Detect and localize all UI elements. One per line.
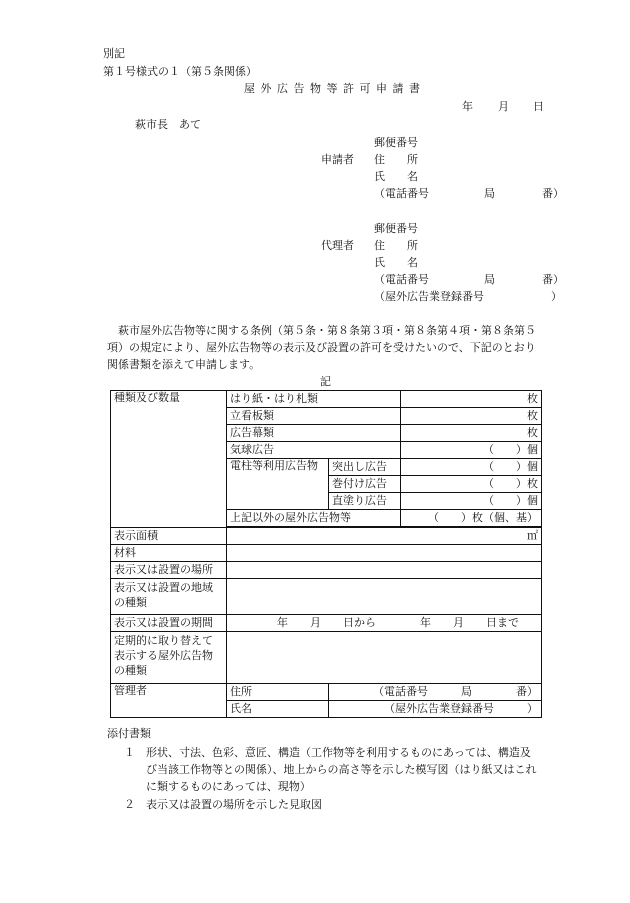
period-value: 年 月 日から 年 月 日まで — [227, 615, 542, 632]
jika-unit: 個 — [527, 494, 538, 507]
attachment-1-number: １ — [124, 746, 135, 759]
applicant-address-label: 住 所 — [374, 153, 418, 166]
agent-registration-open: （屋外広告業登録番号 — [374, 290, 484, 303]
jika-paren: （ ） — [483, 494, 527, 507]
row-maki-label: 巻付け広告 — [329, 476, 401, 493]
applicant-phone-ban: 番） — [542, 187, 564, 200]
kikyu-paren: （ ） — [483, 443, 527, 456]
row-tate-label: 立看板類 — [227, 408, 401, 425]
row-tsuki-label: 突出し広告 — [329, 459, 401, 476]
manager-name-label: 氏名 — [227, 701, 329, 718]
kikyu-unit: 個 — [527, 443, 538, 456]
periodic-value — [227, 632, 542, 684]
periodic-label: 定期的に取り替えて表示する屋外広告物の種類 — [111, 632, 227, 684]
maki-unit: 枚 — [527, 477, 538, 490]
attachment-2-number: ２ — [124, 798, 135, 811]
manager-address-label: 住所 — [227, 684, 329, 701]
ki-heading: 記 — [320, 375, 331, 388]
maki-paren: （ ） — [483, 477, 527, 490]
agent-phone-ban: 番） — [542, 273, 564, 286]
material-label: 材料 — [111, 545, 227, 562]
annex-label: 別記 — [103, 47, 125, 60]
applicant-phone-kyoku: 局 — [484, 187, 495, 200]
row-denchu-label: 電柱等利用広告物 — [227, 459, 329, 510]
place-label: 表示又は設置の場所 — [111, 562, 227, 579]
row-maku-label: 広告幕類 — [227, 425, 401, 442]
attachment-2-text: 表示又は設置の場所を示した見取図 — [146, 798, 322, 811]
area-label: 表示面積 — [111, 528, 227, 545]
tsuki-paren: （ ） — [483, 460, 527, 473]
row-other-label: 上記以外の屋外広告物等 — [227, 510, 401, 527]
area-unit: ㎡ — [227, 528, 542, 545]
date-year: 年 — [462, 100, 473, 113]
row-hari-label: はり紙・はり札類 — [227, 391, 401, 408]
manager-label: 管理者 — [111, 684, 227, 718]
agent-phone-open: （電話番号 — [374, 273, 429, 286]
applicant-postal-label: 郵便番号 — [374, 136, 418, 149]
other-unit: （ ）枚（個、基） — [401, 510, 542, 527]
agent-registration-close: ） — [551, 290, 562, 303]
attachment-1-text: 形状、寸法、色彩、意匠、構造（工作物等を利用するものにあっては、構造及び当該工作物等との関係）、地上からの高さ等を示した模写図（はり紙又はこれに類するものにあっては、現物） — [146, 746, 537, 793]
tate-unit: 枚 — [401, 408, 542, 425]
form-number: 第１号様式の１（第５条関係） — [103, 65, 257, 78]
period-label: 表示又は設置の期間 — [111, 615, 227, 632]
row-kikyu-label: 気球広告 — [227, 442, 401, 459]
agent-phone-kyoku: 局 — [484, 273, 495, 286]
agent-role-label: 代理者 — [321, 239, 354, 252]
manager-phone: （電話番号 局 番） — [329, 684, 542, 701]
tsuki-unit: 個 — [527, 460, 538, 473]
material-value — [227, 545, 542, 562]
maku-unit: 枚 — [401, 425, 542, 442]
addressee: 萩市長 あて — [135, 118, 201, 131]
row-jika-label: 直塗り広告 — [329, 493, 401, 510]
agent-postal-label: 郵便番号 — [374, 222, 418, 235]
applicant-phone-open: （電話番号 — [374, 187, 429, 200]
date-month: 月 — [498, 100, 509, 113]
type-quantity-label: 種類及び数量 — [111, 391, 227, 528]
region-value — [227, 579, 542, 615]
date-day: 日 — [533, 100, 544, 113]
application-statement: 萩市屋外広告物等に関する条例（第５条・第８条第３項・第８条第４項・第８条第５項）の規定により、屋外広告物等の表示及び設置の許可を受けたいので、下記のとおり関係書類を添えて申請します。 — [107, 324, 536, 371]
agent-name-label: 氏 名 — [374, 256, 418, 269]
agent-address-label: 住 所 — [374, 239, 418, 252]
applicant-role-label: 申請者 — [321, 153, 354, 166]
hari-unit: 枚 — [401, 391, 542, 408]
document-title: 屋 外 広 告 物 等 許 可 申 請 書 — [244, 82, 421, 95]
region-label: 表示又は設置の地域の種類 — [111, 579, 227, 615]
application-table — [110, 390, 542, 718]
attachments-heading: 添付書類 — [107, 727, 151, 740]
manager-registration: （屋外広告業登録番号 ） — [329, 701, 542, 718]
place-value — [227, 562, 542, 579]
applicant-name-label: 氏 名 — [374, 170, 418, 183]
